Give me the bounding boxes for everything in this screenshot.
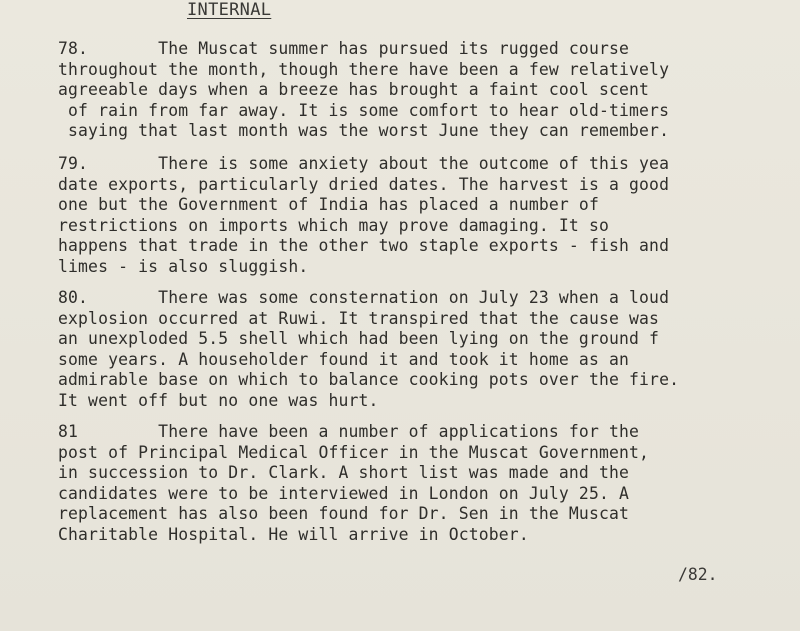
paragraph-line: an unexploded 5.5 shell which had been lying on the ground f	[58, 329, 660, 349]
paragraph-line: It went off but no one was hurt.	[58, 390, 379, 410]
paragraph-line: date exports, particularly dried dates. The harvest is a good	[58, 174, 670, 194]
paragraph-line: Charitable Hospital. He will arrive in October.	[58, 524, 529, 544]
paragraph-line: happens that trade in the other two staple exports - fish and	[58, 236, 670, 256]
paragraph-line: explosion occurred at Ruwi. It transpired that the cause was	[58, 308, 660, 328]
next-page-reference: /82.	[678, 565, 718, 584]
paragraph-78	[58, 39, 788, 142]
paragraph-line: admirable base on which to balance cooking pots over the fire.	[58, 370, 680, 390]
paragraph-line: replacement has also been found for Dr. Sen in the Muscat	[58, 504, 630, 524]
paragraph-line: candidates were to be interviewed in London on July 25. A	[58, 483, 630, 503]
paragraph-line: 81 There have been a number of applications for the	[58, 422, 640, 441]
paragraph-line: in succession to Dr. Clark. A short list was made and the	[58, 463, 630, 483]
paragraph-line: agreeable days when a breeze has brought a faint cool scent	[58, 80, 650, 100]
paragraph-line: 78. The Muscat summer has pursued its rugged course	[58, 39, 630, 58]
paragraph-line: post of Principal Medical Officer in the Muscat Government,	[58, 442, 650, 462]
paragraph-line: 80. There was some consternation on July 23 when a loud	[58, 288, 670, 307]
paragraph-line: 79. There is some anxiety about the outcome of this yea	[58, 154, 670, 173]
section-heading: INTERNAL	[187, 0, 272, 20]
paragraph-line: of rain from far away. It is some comfort to hear old-timers	[58, 100, 670, 120]
paragraph-79	[58, 154, 788, 278]
paragraph-line: throughout the month, though there have been a few relatively	[58, 59, 670, 79]
paragraph-line: some years. A householder found it and took it home as an	[58, 349, 630, 369]
paragraph-81	[58, 422, 788, 546]
paragraph-line: one but the Government of India has placed a number of	[58, 195, 599, 215]
paragraph-line: saying that last month was the worst June they can remember.	[58, 121, 670, 141]
paragraph-line: limes - is also sluggish.	[58, 256, 309, 276]
paragraph-80	[58, 288, 788, 412]
paragraph-line: restrictions on imports which may prove damaging. It so	[58, 215, 609, 235]
